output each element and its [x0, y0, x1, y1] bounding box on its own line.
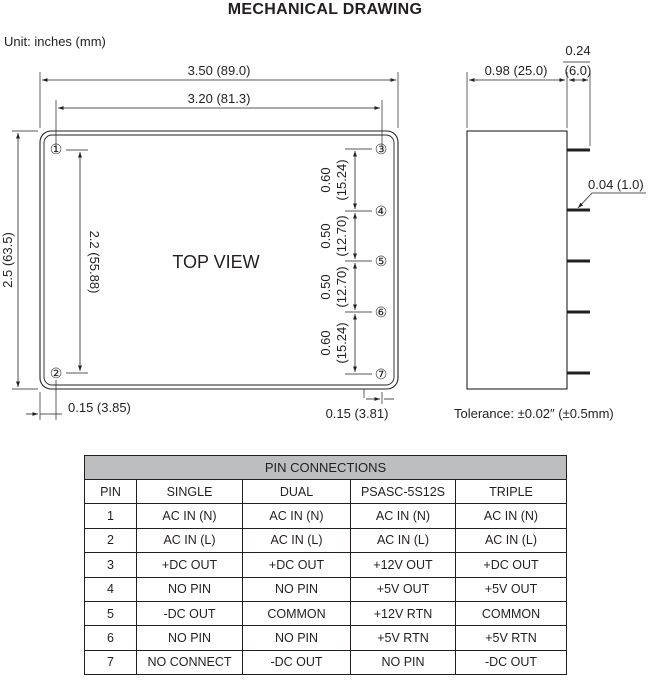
table-row: [85, 650, 567, 674]
table-cell: +5V OUT: [456, 577, 567, 601]
table-cell: AC IN (L): [243, 528, 351, 552]
pin-spacing-mm-2: (12.70): [334, 215, 349, 257]
table-row: [85, 626, 567, 650]
column-header: PSASC-5S12S: [351, 480, 456, 504]
table-row: [85, 504, 567, 528]
top-view-label: TOP VIEW: [172, 252, 260, 272]
table-cell: +12V RTN: [351, 601, 456, 625]
table-cell: AC IN (L): [137, 528, 243, 552]
side-view: [467, 62, 646, 389]
table-cell: +12V OUT: [351, 553, 456, 577]
table-cell: -DC OUT: [137, 601, 243, 625]
table-row: [85, 577, 567, 601]
pin-connections-table: [84, 455, 567, 675]
pin-spacing-in-1: 0.60: [318, 167, 333, 193]
table-cell: +5V OUT: [351, 577, 456, 601]
column-header: DUAL: [243, 480, 351, 504]
table-cell: -DC OUT: [243, 650, 351, 674]
pin-spacing-mm-4: (15.24): [334, 322, 349, 364]
pin-spacing-in-3: 0.50: [318, 274, 333, 300]
pin-marker-6: ⑥: [374, 304, 388, 320]
table-cell: AC IN (N): [137, 504, 243, 528]
side-height-label: 0.98 (25.0): [484, 63, 548, 78]
table-header-row: [85, 480, 567, 504]
table-cell: AC IN (N): [456, 504, 567, 528]
table-cell: AC IN (L): [456, 528, 567, 552]
table-cell: 6: [85, 626, 137, 650]
table-row: [85, 528, 567, 552]
pin-length-label: 0.24: [565, 43, 591, 58]
table-row: [85, 601, 567, 625]
pin-spacing-in-4: 0.60: [318, 330, 333, 356]
table-cell: +DC OUT: [456, 553, 567, 577]
pin-length-mm-label: (6.0): [564, 63, 592, 78]
pin-marker-3: ③: [374, 141, 388, 157]
column-header: SINGLE: [137, 480, 243, 504]
overall-width-label: 2.5 (63.5): [0, 232, 15, 288]
table-row: [85, 553, 567, 577]
table-cell: 1: [85, 504, 137, 528]
table-cell: NO PIN: [137, 577, 243, 601]
bottom-offset-label: 0.15 (3.81): [325, 406, 389, 421]
side-body: [467, 131, 567, 389]
table-cell: 3: [85, 553, 137, 577]
table-cell: NO PIN: [243, 577, 351, 601]
table-cell: AC IN (L): [351, 528, 456, 552]
column-header: PIN: [85, 480, 137, 504]
table-cell: 2: [85, 528, 137, 552]
left-offset-label: 0.15 (3.85): [68, 400, 131, 415]
table-cell: 5: [85, 601, 137, 625]
table-cell: AC IN (N): [243, 504, 351, 528]
pin-spacing-mm-1: (15.24): [334, 159, 349, 201]
table-title: PIN CONNECTIONS: [85, 456, 567, 480]
pin-marker-7: ⑦: [374, 366, 388, 382]
table-cell: NO CONNECT: [137, 650, 243, 674]
unit-label: Unit: inches (mm): [4, 34, 106, 49]
table-cell: AC IN (N): [351, 504, 456, 528]
pin-marker-2: ②: [49, 365, 63, 381]
pin-marker-5: ⑤: [374, 253, 388, 269]
table-cell: COMMON: [243, 601, 351, 625]
table-cell: NO PIN: [137, 626, 243, 650]
pin-row-spacing-label: 2.2 (55.88): [87, 230, 102, 294]
table-cell: 7: [85, 650, 137, 674]
pin-marker-1: ①: [49, 141, 63, 157]
table-cell: NO PIN: [243, 626, 351, 650]
table-cell: +DC OUT: [137, 553, 243, 577]
table-cell: NO PIN: [351, 650, 456, 674]
pin-marker-4: ④: [374, 203, 388, 219]
table-cell: +5V RTN: [351, 626, 456, 650]
pin-diameter-label: 0.04 (1.0): [588, 177, 644, 192]
tolerance-note: Tolerance: ±0.02″ (±0.5mm): [454, 406, 614, 421]
page-title: MECHANICAL DRAWING: [227, 1, 423, 18]
pin-span-label: 3.20 (81.3): [187, 91, 251, 106]
table-cell: 4: [85, 577, 137, 601]
column-header: TRIPLE: [456, 480, 567, 504]
overall-length-label: 3.50 (89.0): [187, 63, 251, 78]
pin-diameter-leader: [578, 193, 646, 208]
table-cell: +DC OUT: [243, 553, 351, 577]
pin-spacing-in-2: 0.50: [318, 223, 333, 249]
pin-spacing-mm-3: (12.70): [334, 266, 349, 308]
table-cell: COMMON: [456, 601, 567, 625]
table-cell: -DC OUT: [456, 650, 567, 674]
table-cell: +5V RTN: [456, 626, 567, 650]
